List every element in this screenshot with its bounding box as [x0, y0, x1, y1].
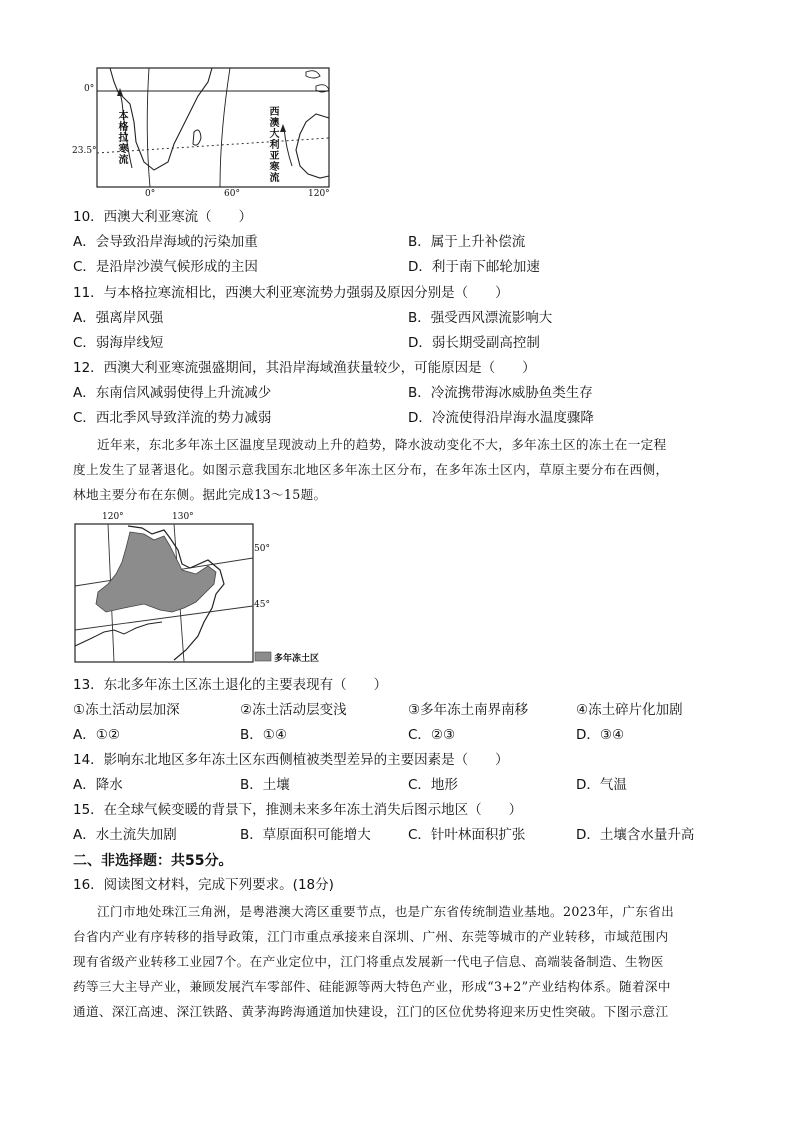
lat-50-label: 50°	[254, 544, 270, 554]
permafrost-map	[74, 512, 334, 664]
meridian-0	[147, 68, 150, 187]
lat-45-label: 45°	[254, 600, 270, 610]
q11-option-b[interactable]: B．强受西风漂流影响大	[408, 310, 553, 326]
australia-coast	[296, 114, 329, 178]
lon-120-label-map2: 120°	[102, 512, 124, 522]
section-2-heading: 二、非选择题：共55分。	[73, 853, 233, 869]
west-australian-current-label: 西澳大利亚寒流	[267, 106, 278, 183]
lat-23-label: 23.5°	[72, 146, 97, 156]
q13-option-c[interactable]: C．②③	[408, 727, 456, 743]
meridian-60	[220, 68, 230, 187]
passage1-line1: 近年来，东北多年冻土区温度呈现波动上升的趋势，降水波动变化不大，多年冻土区的冻土在一定程	[97, 437, 667, 452]
q13-option-a[interactable]: A．①②	[73, 727, 120, 743]
q13-stem: 13．东北多年冻土区冻土退化的主要表现有（ ）	[73, 677, 388, 693]
q10-option-a[interactable]: A．会导致沿岸海域的污染加重	[73, 234, 258, 250]
q14-option-c[interactable]: C．地形	[408, 777, 458, 793]
q11-stem: 11．与本格拉寒流相比，西澳大利亚寒流势力强弱及原因分别是（ ）	[73, 285, 509, 301]
q15-option-a[interactable]: A．水土流失加剧	[73, 827, 177, 843]
ocean-current-map-svg	[70, 62, 340, 202]
map1-frame	[97, 68, 329, 187]
wa-arrowhead	[280, 124, 286, 132]
q13-statement-1: ①冻土活动层加深	[73, 702, 180, 718]
legend-swatch	[255, 652, 271, 661]
q12-stem: 12．西澳大利亚寒流强盛期间，其沿岸海域渔获量较少，可能原因是（ ）	[73, 360, 536, 376]
q16-line5: 通道、深江高速、深江铁路、黄茅海跨海通道加快建设，江门的区位优势将迎来历史性突破。下图示意江	[73, 1004, 669, 1019]
q16-line2: 台省内产业有序转移的指导政策，江门市重点承接来自深圳、广州、东莞等城市的产业转移，市域范围内	[73, 929, 669, 944]
q14-option-b[interactable]: B．土壤	[240, 777, 290, 793]
q12-option-b[interactable]: B．冷流携带海冰威胁鱼类生存	[408, 385, 593, 401]
q10-stem: 10．西澳大利亚寒流（ ）	[73, 209, 253, 225]
permafrost-region	[96, 532, 216, 612]
lon-120-label: 120°	[308, 189, 330, 199]
benguela-current-label: 本格拉寒流	[116, 110, 127, 165]
q13-option-b[interactable]: B．①④	[240, 727, 287, 743]
q16-line3: 现有省级产业转移工业园7个。在产业定位中，江门将重点发展新一代电子信息、高端装备制造、生物医	[73, 954, 664, 969]
q13-statement-2: ②冻土活动层变浅	[240, 702, 347, 718]
q14-stem: 14．影响东北地区多年冻土区东西侧植被类型差异的主要因素是（ ）	[73, 752, 509, 768]
legend-label: 多年冻土区	[274, 654, 320, 664]
west-border	[75, 622, 162, 646]
lon-130-label-map2: 130°	[172, 512, 194, 522]
island-1	[306, 71, 320, 78]
q10-option-c[interactable]: C．是沿岸沙漠气候形成的主因	[73, 259, 258, 275]
q10-option-d[interactable]: D．利于南下邮轮加速	[408, 259, 540, 275]
passage1-line3: 林地主要分布在东侧。据此完成13～15题。	[73, 487, 327, 502]
q14-option-d[interactable]: D．气温	[576, 777, 627, 793]
q12-option-d[interactable]: D．冷流使得沿岸海水温度骤降	[408, 410, 594, 426]
q11-option-d[interactable]: D．弱长期受副高控制	[408, 335, 540, 351]
ocean-current-map	[70, 62, 340, 202]
q10-option-b[interactable]: B．属于上升补偿流	[408, 234, 526, 250]
q15-option-c[interactable]: C．针叶林面积扩张	[408, 827, 526, 843]
q12-option-a[interactable]: A．东南信风减弱使得上升流减少	[73, 385, 272, 401]
lon-60-label: 60°	[224, 189, 240, 199]
q11-option-a[interactable]: A．强离岸风强	[73, 310, 164, 326]
q15-stem: 15．在全球气候变暖的背景下，推测未来多年冻土消失后图示地区（ ）	[73, 802, 523, 818]
q13-option-d[interactable]: D．③④	[576, 727, 625, 743]
lat-0-label: 0°	[84, 84, 95, 94]
wa-arrow	[284, 128, 292, 166]
passage1-line2: 度上发生了显著退化。如图示意我国东北地区多年冻土区分布，在多年冻土区内，草原主要分布在西侧，	[73, 462, 669, 477]
q16-line1: 江门市地处珠江三角洲，是粤港澳大湾区重要节点，也是广东省传统制造业基地。2023年，广东省出	[97, 904, 675, 919]
q15-option-d[interactable]: D．土壤含水量升高	[576, 827, 695, 843]
lon-0-label: 0°	[145, 189, 156, 199]
q11-option-c[interactable]: C．弱海岸线短	[73, 335, 164, 351]
q12-option-c[interactable]: C．西北季风导致洋流的势力减弱	[73, 410, 272, 426]
tropic-line	[97, 138, 329, 153]
madagascar	[193, 130, 201, 145]
q15-option-b[interactable]: B．草原面积可能增大	[240, 827, 371, 843]
q14-option-a[interactable]: A．降水	[73, 777, 123, 793]
q16-line4: 药等三大主导产业，兼顾发展汽车零部件、硅能源等两大特色产业，形成“3+2”产业结构体系。随着深中	[73, 979, 671, 994]
q16-stem: 16．阅读图文材料，完成下列要求。(18分)	[73, 877, 334, 893]
permafrost-map-svg	[74, 512, 334, 664]
q13-statement-3: ③多年冻土南界南移	[408, 702, 529, 718]
q13-statement-4: ④冻土碎片化加剧	[576, 702, 683, 718]
